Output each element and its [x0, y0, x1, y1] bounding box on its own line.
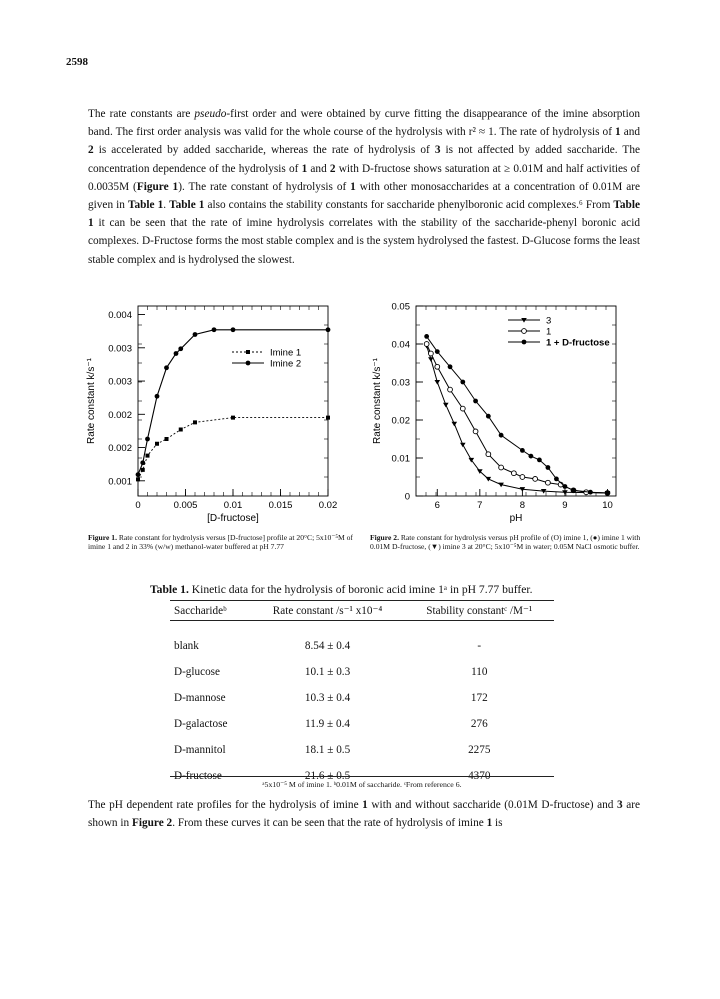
data-point	[448, 387, 453, 392]
data-point	[231, 416, 235, 420]
y-axis-label: Rate constant k/s⁻¹	[86, 358, 97, 444]
data-point	[473, 399, 478, 404]
data-point	[443, 403, 449, 408]
data-point	[155, 442, 159, 446]
x-tick-label: 0.005	[173, 500, 198, 511]
y-tick-label: 0	[404, 491, 410, 503]
table-row: D-fructose 21.6 ± 0.5 4370	[174, 770, 491, 782]
data-point	[179, 428, 183, 432]
y-axis-label: Rate constant k/s⁻¹	[372, 358, 383, 444]
table-1-caption: Table 1. Kinetic data for the hydrolysis of boronic acid imine 1ᵃ in pH 7.77 buffer.	[150, 583, 533, 596]
x-tick-label: 7	[477, 500, 483, 511]
data-point	[231, 327, 236, 332]
data-point	[460, 443, 466, 448]
data-point	[246, 361, 251, 366]
data-point	[155, 394, 160, 399]
figure-1	[80, 298, 360, 539]
data-point	[520, 448, 525, 453]
data-point	[486, 452, 491, 457]
figure-1-caption: Figure 1. Rate constant for hydrolysis versus [D-fructose] profile at 20°C; 5x10⁻⁵M of imine 1 and 2 in 33% (w/w) methanol-water buffered at pH 7.77	[88, 533, 353, 552]
y-tick-label: 0.04	[391, 339, 410, 351]
legend-label: Imine 2	[270, 358, 302, 370]
data-point	[605, 491, 610, 496]
data-point	[486, 414, 491, 419]
series-line	[427, 346, 608, 493]
data-point	[326, 416, 330, 420]
data-point	[522, 329, 527, 334]
data-point	[136, 477, 140, 481]
y-tick-label: 0.05	[391, 301, 410, 313]
table-footnote: ᵃ5x10⁻⁵ M of imine 1. ᵇ0.01M of saccharide. ᶜFrom reference 6.	[170, 776, 554, 789]
data-point	[546, 465, 551, 470]
data-point	[140, 460, 145, 465]
body-paragraph-2: The pH dependent rate profiles for the hydrolysis of imine 1 with and without saccharide (0.01M D-fructose) and 3 are shown in Figure 2. From these curves it can be seen that the rate of hydrolysis of imine 1 is	[88, 799, 640, 830]
x-tick-label: 0.01	[223, 500, 243, 511]
legend-label: 1	[546, 326, 552, 338]
y-tick-label: 0.003	[108, 343, 132, 355]
y-tick-label: 0.01	[391, 453, 410, 465]
col-saccharide: Saccharideᵇ	[170, 601, 251, 621]
data-point	[424, 334, 429, 339]
page-number: 2598	[66, 56, 88, 68]
series-line	[427, 336, 608, 493]
data-point	[588, 490, 593, 495]
y-tick-label: 0.004	[108, 310, 132, 322]
data-point	[141, 468, 145, 472]
data-point	[554, 477, 559, 482]
kinetic-data-table	[170, 600, 554, 789]
data-point	[178, 346, 183, 351]
data-point	[174, 351, 179, 356]
data-point	[460, 380, 465, 385]
data-point	[145, 437, 150, 442]
data-point	[499, 433, 504, 438]
data-point	[246, 350, 250, 354]
table-header-row	[170, 601, 554, 621]
col-stability-constant: Stability constantᶜ /M⁻¹	[405, 601, 554, 621]
data-point	[473, 429, 478, 434]
data-point	[499, 465, 504, 470]
x-tick-label: 8	[519, 500, 526, 511]
x-tick-label: 0	[135, 500, 141, 511]
body-paragraph-1: The rate constants are pseudo-first order and were obtained by curve fitting the disappearance of the imine absorption band. The first order analysis was valid for the whole course of the hydrolysis with r² ≈ 1. The rate of hydrolysis of 1 and 2 is accelerated by added saccharide, whereas the rate of hydrolysis of 3 is not affected by added saccharide. The concentration dependence of the hydrolysis of 1 and 2 with D-fructose shows saturation at ≥ 0.01M and half activities of 0.0035M (Figure 1). The rate constant of hydrolysis of 1 with other monosaccharides at a concentration of 0.01M are given in Table 1. Table 1 also contains the stability constants for saccharide phenylboronic acid complexes.⁶ From Table 1 it can be seen that the rate of imine hydrolysis correlates with the stability of the saccharide-phenyl boronic acid complexes. D-Fructose forms the most stable complex and is the system hydrolysed the fastest. D-Glucose forms the least stable complex and is hydrolysed the slowest.	[88, 108, 641, 266]
x-tick-label: 0.015	[268, 500, 293, 511]
data-point	[511, 471, 516, 476]
y-tick-label: 0.03	[391, 377, 410, 389]
data-point	[193, 420, 197, 424]
series-line	[138, 418, 328, 480]
data-point	[212, 327, 217, 332]
data-point	[522, 340, 527, 345]
y-tick-label: 0.001	[108, 476, 132, 488]
data-point	[448, 364, 453, 369]
x-axis-label: pH	[509, 513, 523, 524]
data-point	[537, 458, 542, 463]
data-point	[424, 342, 429, 347]
data-point	[520, 475, 525, 480]
x-tick-label: 9	[562, 500, 568, 511]
table-row: D-mannitol 18.1 ± 0.5 2275	[174, 744, 491, 756]
x-tick-label: 6	[434, 500, 440, 511]
table-row: D-mannose 10.3 ± 0.4 172	[174, 692, 488, 704]
legend-label: Imine 1	[270, 347, 302, 359]
x-axis-label: [D-fructose]	[207, 513, 259, 524]
data-point	[533, 477, 538, 482]
series-line	[427, 344, 608, 493]
y-tick-label: 0.02	[391, 415, 410, 427]
data-point	[428, 351, 433, 356]
legend-label: 3	[546, 315, 552, 327]
table-row: blank 8.54 ± 0.4 -	[174, 640, 482, 652]
figure-2-caption: Figure 2. Rate constant for hydrolysis versus pH profile of (O) imine 1, (●) imine 1 with 0.01M D-fructose, (▼) imine 3 at 20°C; 5x10⁻⁵M in water; 0.05M NaCl osmotic buffer.	[370, 533, 641, 552]
y-tick-label: 0.002	[108, 409, 132, 421]
data-point	[164, 365, 169, 370]
table-row: D-galactose 11.9 ± 0.4 276	[174, 718, 488, 730]
data-point	[486, 477, 492, 482]
x-tick-label: 0.02	[318, 500, 338, 511]
x-tick-label: 10	[602, 500, 613, 511]
data-point	[460, 406, 465, 411]
data-point	[146, 454, 150, 458]
legend-label: 1 + D-fructose	[546, 337, 610, 349]
data-point	[451, 422, 457, 427]
data-point	[546, 480, 551, 485]
table-row: D-glucose 10.1 ± 0.3 110	[174, 666, 488, 678]
plot-frame	[416, 306, 616, 496]
figure-2-chart	[360, 298, 640, 534]
data-point	[435, 349, 440, 354]
data-point	[326, 327, 331, 332]
figure-1-chart	[80, 298, 360, 534]
figure-2	[360, 298, 640, 539]
data-point	[571, 488, 576, 493]
y-tick-label: 0.002	[108, 443, 132, 455]
data-point	[435, 364, 440, 369]
data-point	[193, 332, 198, 337]
col-rate-constant: Rate constant /s⁻¹ x10⁻⁴	[251, 601, 405, 621]
data-point	[136, 472, 141, 477]
data-point	[528, 454, 533, 459]
data-point	[563, 484, 568, 489]
data-point	[165, 437, 169, 441]
plot-frame	[138, 306, 328, 496]
y-tick-label: 0.003	[108, 376, 132, 388]
data-point	[434, 380, 440, 385]
